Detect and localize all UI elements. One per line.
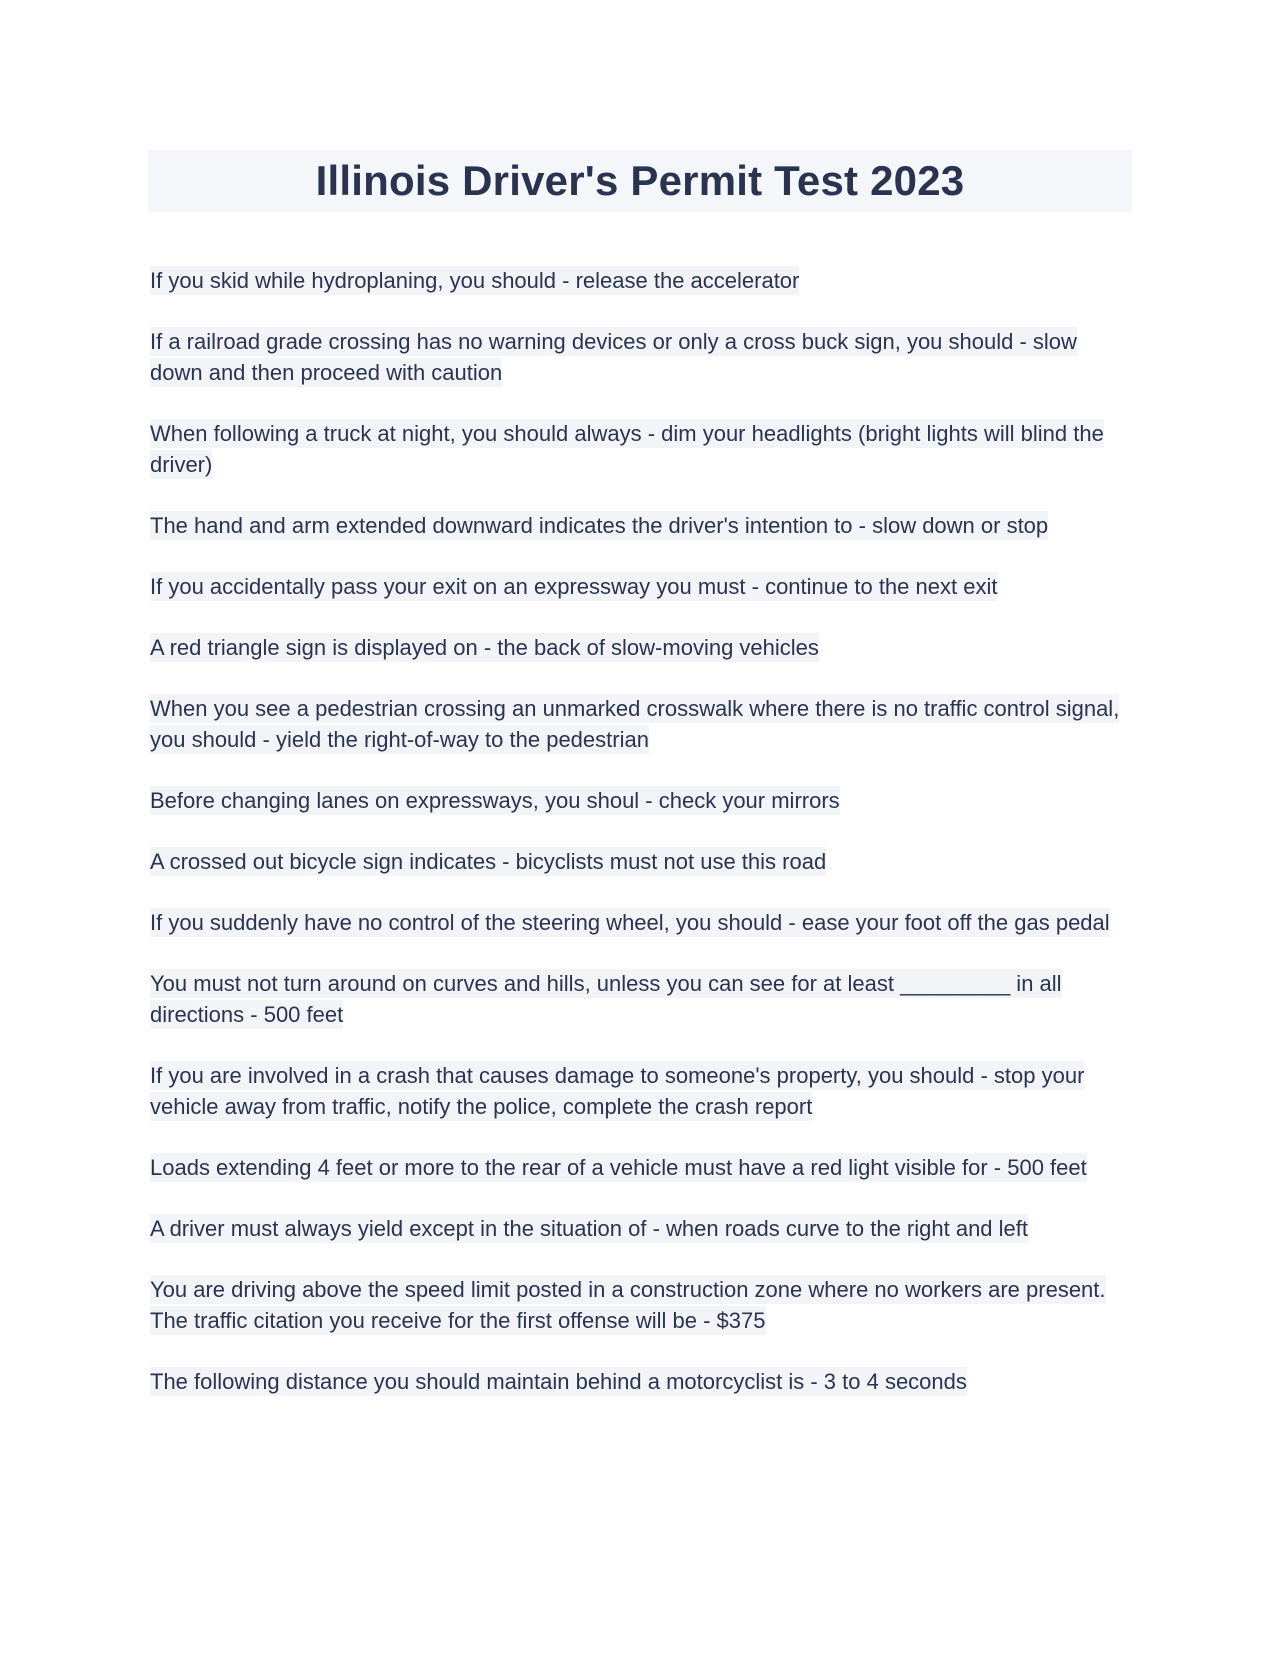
qa-item xyxy=(150,632,1135,663)
page-title: Illinois Driver's Permit Test 2023 xyxy=(315,157,965,204)
title-band xyxy=(148,150,1132,212)
qa-text: If you skid while hydroplaning, you should - release the accelerator xyxy=(150,268,800,293)
qa-text: You are driving above the speed limit posted in a construction zone where no workers are present. The traffic citation you receive for the first offense will be - $375 xyxy=(150,1277,1106,1333)
qa-text: Before changing lanes on expressways, you shoul - check your mirrors xyxy=(150,788,840,813)
qa-text: A driver must always yield except in the situation of - when roads curve to the right and left xyxy=(150,1216,1029,1241)
qa-item xyxy=(150,1213,1135,1244)
qa-text: If a railroad grade crossing has no warning devices or only a cross buck sign, you should - slow down and then proceed with caution xyxy=(150,329,1077,385)
qa-item xyxy=(150,265,1135,296)
qa-item xyxy=(150,907,1135,938)
qa-list xyxy=(150,265,1135,1427)
qa-item xyxy=(150,1366,1135,1397)
qa-text: The hand and arm extended downward indicates the driver's intention to - slow down or stop xyxy=(150,513,1049,538)
qa-item xyxy=(150,571,1135,602)
qa-text: The following distance you should maintain behind a motorcyclist is - 3 to 4 seconds xyxy=(150,1369,967,1394)
qa-text: A red triangle sign is displayed on - the back of slow-moving vehicles xyxy=(150,635,819,660)
qa-text: If you accidentally pass your exit on an expressway you must - continue to the next exit xyxy=(150,574,998,599)
qa-text: Loads extending 4 feet or more to the rear of a vehicle must have a red light visible for - 500 feet xyxy=(150,1155,1087,1180)
qa-text: If you suddenly have no control of the steering wheel, you should - ease your foot off the gas pedal xyxy=(150,910,1110,935)
qa-item xyxy=(150,785,1135,816)
qa-item xyxy=(150,1060,1135,1122)
qa-item xyxy=(150,510,1135,541)
qa-text: You must not turn around on curves and hills, unless you can see for at least _________ in all directions - 500 feet xyxy=(150,971,1062,1027)
qa-text: A crossed out bicycle sign indicates - bicyclists must not use this road xyxy=(150,849,827,874)
qa-item xyxy=(150,1152,1135,1183)
qa-text: When you see a pedestrian crossing an unmarked crosswalk where there is no traffic control signal, you should - yield the right-of-way to the pedestrian xyxy=(150,696,1120,752)
qa-text: If you are involved in a crash that causes damage to someone's property, you should - stop your vehicle away from traffic, notify the police, complete the crash report xyxy=(150,1063,1085,1119)
qa-item xyxy=(150,693,1135,755)
qa-item xyxy=(150,846,1135,877)
qa-item xyxy=(150,1274,1135,1336)
qa-text: When following a truck at night, you should always - dim your headlights (bright lights will blind the driver) xyxy=(150,421,1104,477)
qa-item xyxy=(150,326,1135,388)
qa-item xyxy=(150,968,1135,1030)
qa-item xyxy=(150,418,1135,480)
